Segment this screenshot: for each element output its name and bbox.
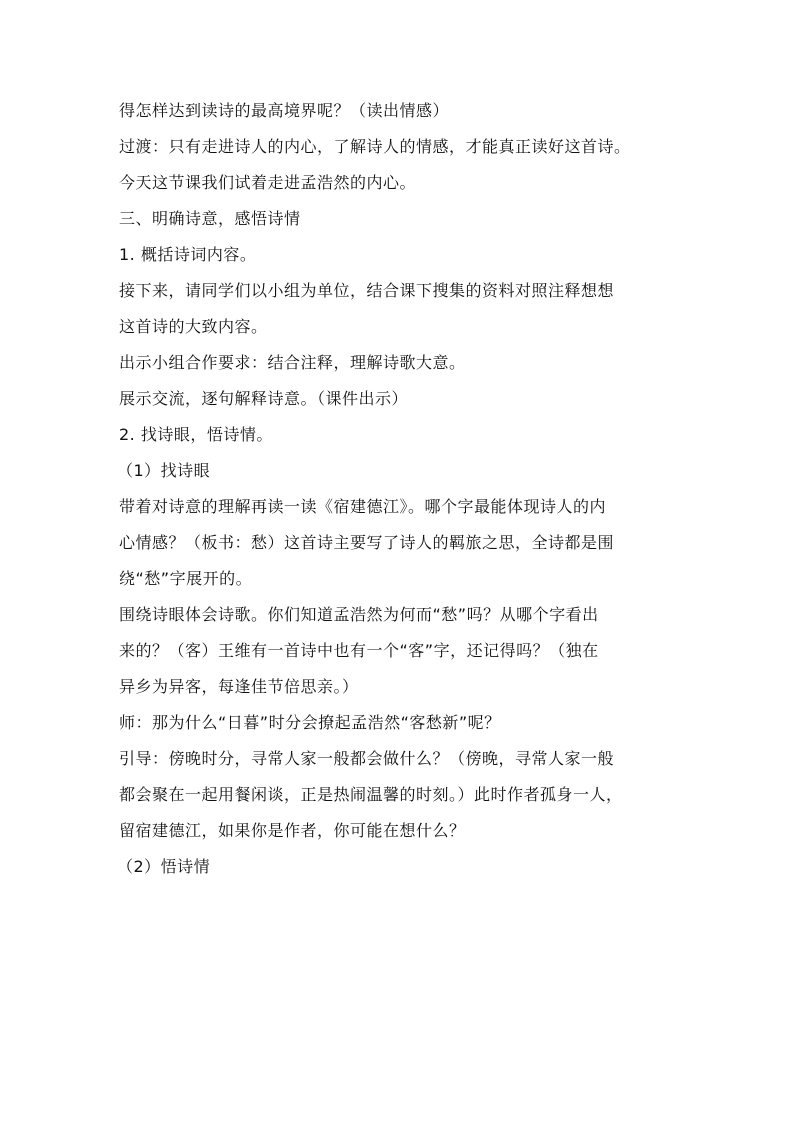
text-line: 带着对诗意的理解再读一读《宿建德江》。哪个字最能体现诗人的内 <box>119 497 607 516</box>
text-line: 接下来，请同学们以小组为单位，结合课下搜集的资料对照注释想想 <box>119 281 615 300</box>
text-line: 引导：傍晚时分，寻常人家一般都会做什么？（傍晚，寻常人家一般 <box>119 749 615 768</box>
text-line: 异乡为异客，每逢佳节倍思亲。） <box>119 677 359 696</box>
text-line: 心情感？（板书：愁）这首诗主要写了诗人的羁旅之思，全诗都是围 <box>119 533 615 552</box>
text-line: 师：那为什么“日暮”时分会撩起孟浩然“客愁新”呢？ <box>119 713 501 732</box>
text-line: 绕“愁”字展开的。 <box>119 569 253 588</box>
sub-item-heading: （1）找诗眼 <box>117 461 211 480</box>
section-heading: 三、明确诗意，感悟诗情 <box>119 209 301 228</box>
text-line: 来的？（客）王维有一首诗中也有一个“客”字，还记得吗？（独在 <box>119 641 599 660</box>
text-line: 这首诗的大致内容。 <box>119 317 268 336</box>
text-line: 留宿建德江，如果你是作者，你可能在想什么？ <box>119 821 466 840</box>
text-line: 过渡：只有走进诗人的内心，了解诗人的情感，才能真正读好这首诗。 <box>119 137 631 156</box>
text-line: 今天这节课我们试着走进孟浩然的内心。 <box>119 173 417 192</box>
sub-item-heading: （2）悟诗情 <box>117 857 211 876</box>
text-line: 都会聚在一起用餐闲谈，正是热闹温馨的时刻。）此时作者孤身一人， <box>119 785 623 804</box>
text-line: 围绕诗眼体会诗歌。你们知道孟浩然为何而“愁”吗？从哪个字看出 <box>119 605 599 624</box>
text-line: 得怎样达到读诗的最高境界呢？（读出情感） <box>119 101 450 120</box>
subsection-heading: 1. 概括诗词内容。 <box>119 245 257 264</box>
text-line: 展示交流，逐句解释诗意。（课件出示） <box>119 389 409 408</box>
subsection-heading: 2. 找诗眼，悟诗情。 <box>119 425 273 444</box>
text-line: 出示小组合作要求：结合注释，理解诗歌大意。 <box>119 353 466 372</box>
